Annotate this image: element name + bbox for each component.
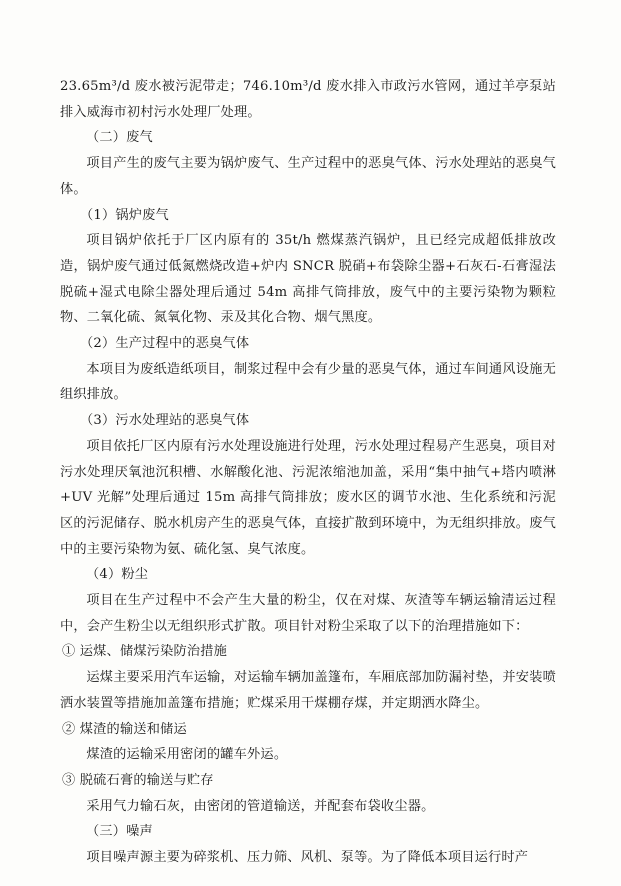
paragraph-gypsum-transport: 采用气力输石灰，由密闭的管道输送，并配套布袋收尘器。 (86, 798, 435, 814)
list-item-slag-transport: ② 煤渣的输送和储运 (62, 721, 187, 737)
paragraph-dust: 项目在生产过程中不会产生大量的粉尘，仅在对煤、灰渣等车辆运输清运过程中，会产生粉尘以无组织形式扩散。项目针对粉尘采取了以下的治理措施如下： (60, 593, 556, 634)
paragraph-exhaust-overview: 项目产生的废气主要为锅炉废气、生产过程中的恶臭气体、污水处理站的恶臭气体。 (60, 156, 556, 197)
list-item-gypsum-transport: ③ 脱硫石膏的输送与贮存 (62, 772, 214, 788)
heading-exhaust-gas: （二）废气 (86, 130, 153, 146)
paragraph-noise: 项目噪声源主要为碎浆机、压力筛、风机、泵等。为了降低本项目运行时产 (86, 850, 529, 866)
paragraph-coal-transport: 运煤主要采用汽车运输，对运输车辆加盖篷布，车厢底部加防漏衬垫，并安装喷洒水装置等措施加盖篷布措施；贮煤采用干煤棚存煤，并定期洒水降尘。 (60, 670, 556, 711)
heading-boiler-exhaust: （1）锅炉废气 (80, 207, 169, 223)
heading-dust: （4）粉尘 (86, 567, 149, 583)
paragraph-boiler-exhaust: 项目锅炉依托于厂区内原有的 35t/h 燃煤蒸汽锅炉，且已经完成超低排放改造，锅炉废气通过低氮燃烧改造+炉内 SNCR 脱硝+布袋除尘器+石灰石-石膏湿法脱硫+湿式电除尘器处理后通过 54m 高排气筒排放，废气中的主要污染物为颗粒物、二氧化硫、氮氧化物、汞及其化合物、烟气黑度。 (60, 233, 556, 326)
paragraph-slag-transport: 煤渣的运输采用密闭的罐车外运。 (86, 747, 288, 763)
paragraph-wastewater-station-odor: 项目依托厂区内原有污水处理设施进行处理，污水处理过程易产生恶臭，项目对污水处理厌氧池沉积槽、水解酸化池、污泥浓缩池加盖，采用“集中抽气+塔内喷淋+UV 光解”处理后通过 15m 高排气筒排放；废水区的调节水池、生化系统和污泥区的污泥储存、脱水机房产生的恶臭气体，直接扩散到环境中，为无组织排放。废气中的主要污染物为氨、硫化氢、臭气浓度。 (60, 438, 556, 557)
list-item-coal-transport: ① 运煤、储煤污染防治措施 (62, 644, 228, 660)
heading-production-odor: （2）生产过程中的恶臭气体 (80, 336, 250, 352)
heading-wastewater-station-odor: （3）污水处理站的恶臭气体 (80, 413, 250, 429)
heading-noise: （三）噪声 (86, 824, 153, 840)
paragraph-production-odor: 本项目为废纸造纸项目，制浆过程中会有少量的恶臭气体，通过车间通风设施无组织排放。 (60, 361, 556, 403)
document-body (60, 74, 556, 871)
paragraph-wastewater-tail: 23.65m³/d 废水被污泥带走；746.10m³/d 废水排入市政污水管网，通过羊亭泵站排入威海市初村污水处理厂处理。 (60, 79, 556, 120)
